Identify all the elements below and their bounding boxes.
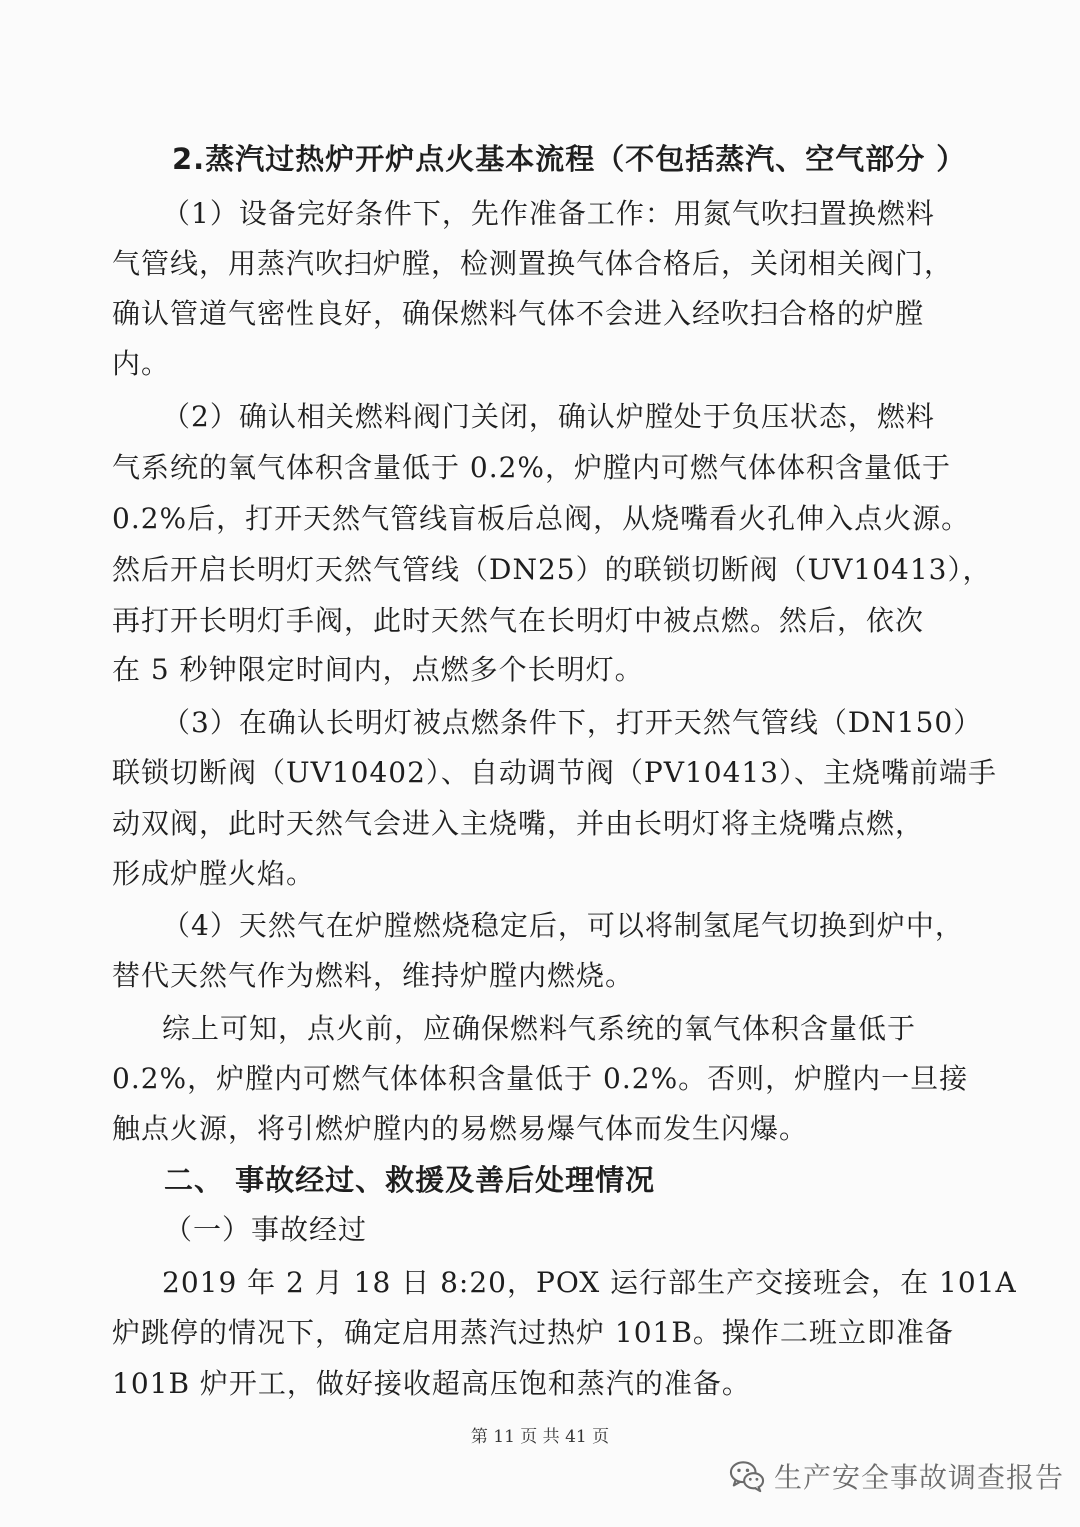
paragraph-line: 0.2%，炉膛内可燃气体体积含量低于 0.2%。否则，炉膛内一旦接 bbox=[112, 1062, 969, 1095]
paragraph-line: （1）设备完好条件下，先作准备工作：用氮气吹扫置换燃料 bbox=[162, 197, 935, 230]
paragraph-line: （4）天然气在炉膛燃烧稳定后，可以将制氢尾气切换到炉中， bbox=[162, 909, 964, 942]
paragraph-line: 气管线，用蒸汽吹扫炉膛，检测置换气体合格后，关闭相关阀门， bbox=[112, 247, 954, 280]
paragraph-line: 0.2%后，打开天然气管线盲板后总阀，从烧嘴看火孔伸入点火源。 bbox=[112, 502, 971, 535]
paragraph-line: 动双阀，此时天然气会进入主烧嘴，并由长明灯将主烧嘴点燃， bbox=[112, 807, 925, 840]
paragraph-line: （3）在确认长明灯被点燃条件下，打开天然气管线（DN150） bbox=[162, 706, 983, 739]
paragraph-line: 确认管道气密性良好，确保燃料气体不会进入经吹扫合格的炉膛 bbox=[112, 297, 925, 330]
watermark-text: 生产安全事故调查报告 bbox=[774, 1461, 1065, 1494]
paragraph-line: 替代天然气作为燃料，维持炉膛内燃烧。 bbox=[112, 959, 635, 992]
paragraph-line: 炉跳停的情况下，确定启用蒸汽过热炉 101B。操作二班立即准备 bbox=[112, 1316, 954, 1349]
paragraph-line: 101B 炉开工，做好接收超高压饱和蒸汽的准备。 bbox=[112, 1367, 751, 1400]
section-heading: 2.蒸汽过热炉开炉点火基本流程（不包括蒸汽、空气部分 ） bbox=[172, 142, 967, 176]
paragraph-line: 触点火源，将引燃炉膛内的易燃易爆气体而发生闪爆。 bbox=[112, 1112, 809, 1145]
paragraph-line: 再打开长明灯手阀，此时天然气在长明灯中被点燃。然后，依次 bbox=[112, 604, 925, 637]
paragraph-line: 综上可知，点火前，应确保燃料气系统的氧气体积含量低于 bbox=[162, 1012, 917, 1045]
paragraph-line: （2）确认相关燃料阀门关闭，确认炉膛处于负压状态，燃料 bbox=[162, 400, 935, 433]
paragraph-line: 气系统的氧气体积含量低于 0.2%，炉膛内可燃气体体积含量低于 bbox=[112, 451, 952, 484]
section-title: 二、 事故经过、救援及善后处理情况 bbox=[164, 1163, 656, 1197]
subsection-title: （一）事故经过 bbox=[164, 1213, 368, 1246]
paragraph-line: 内。 bbox=[112, 347, 171, 380]
paragraph-line: 2019 年 2 月 18 日 8:20，POX 运行部生产交接班会，在 101A bbox=[162, 1266, 1017, 1299]
paragraph-line: 然后开启长明灯天然气管线（DN25）的联锁切断阀（UV10413）， bbox=[112, 553, 992, 586]
paragraph-line: 形成炉膛火焰。 bbox=[112, 857, 316, 890]
wechat-icon bbox=[728, 1459, 766, 1493]
paragraph-line: 在 5 秒钟限定时间内，点燃多个长明灯。 bbox=[112, 653, 644, 686]
page-number: 第 11 页 共 41 页 bbox=[470, 1427, 610, 1447]
paragraph-line: 联锁切断阀（UV10402）、自动调节阀（PV10413）、主烧嘴前端手 bbox=[112, 756, 998, 789]
watermark bbox=[728, 1456, 1064, 1496]
